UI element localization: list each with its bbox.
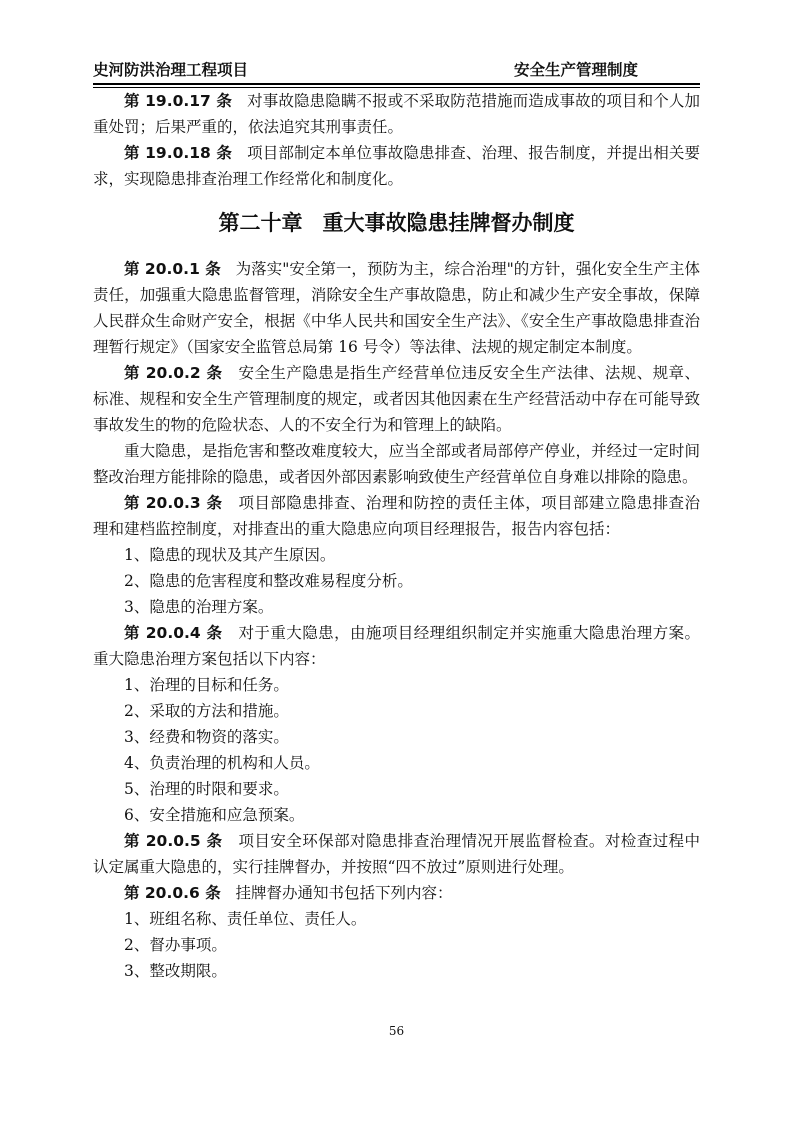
header-document-title: 安全生产管理制度 (514, 61, 639, 79)
article-text: 对于重大隐患，由施项目经理组织制定并实施重大隐患治理方案。重大隐患治理方案包括以下内容： (93, 624, 700, 668)
chapter-heading (93, 208, 700, 238)
chapter-title: 重大事故隐患挂牌督办制度 (322, 211, 575, 235)
article-label: 第 20.0.2 条 (124, 364, 223, 382)
list-item: 3、经费和物资的落实。 (124, 728, 289, 746)
list-item: 6、安全措施和应急预案。 (124, 806, 305, 824)
list-item: 2、督办事项。 (124, 936, 227, 954)
list-item: 2、隐患的危害程度和整改难易程度分析。 (124, 572, 413, 590)
header-rule (93, 83, 700, 85)
page-number: 56 (388, 1024, 405, 1038)
article-label: 第 19.0.17 条 (124, 92, 232, 110)
article-20-0-3 (93, 490, 700, 542)
article-text: 挂牌督办通知书包括下列内容： (235, 884, 453, 902)
list-item: 5、治理的时限和要求。 (124, 780, 289, 798)
chapter-number: 第二十章 (218, 211, 303, 235)
page-body (93, 88, 700, 984)
article-text: 项目部隐患排查、治理和防控的责任主体，项目部建立隐患排查治理和建档监控制度，对排查出的重大隐患应向项目经理报告，报告内容包括： (93, 494, 700, 538)
article-label: 第 20.0.1 条 (124, 260, 221, 278)
article-text: 项目安全环保部对隐患排查治理情况开展监督检查。对检查过程中认定属重大隐患的，实行挂牌督办，并按照“四不放过”原则进行处理。 (93, 832, 700, 876)
list-item: 4、负责治理的机构和人员。 (124, 754, 320, 772)
list-item: 1、隐患的现状及其产生原因。 (124, 546, 336, 564)
list-item: 3、整改期限。 (124, 962, 227, 980)
article-label: 第 20.0.6 条 (124, 884, 221, 902)
page-header (93, 58, 700, 82)
article-20-0-6 (93, 880, 700, 906)
article-19-0-17 (93, 88, 700, 140)
list-item: 2、采取的方法和措施。 (124, 702, 289, 720)
header-project-title: 史河防洪治理工程项目 (93, 61, 249, 79)
list-item: 1、治理的目标和任务。 (124, 676, 289, 694)
article-20-0-2 (93, 360, 700, 438)
article-text: 安全生产隐患是指生产经营单位违反安全生产法律、法规、规章、标准、规程和安全生产管理制度的规定，或者因其他因素在生产经营活动中存在可能导致事故发生的物的危险状态、人的不安全行为和管理上的缺陷。 (93, 364, 700, 434)
article-text: 为落实"安全第一，预防为主，综合治理"的方针，强化安全生产主体责任，加强重大隐患监督管理，消除安全生产事故隐患，防止和减少生产安全事故，保障人民群众生命财产安全，根据《中华人民共和国安全生产法》、《安全生产事故隐患排查治理暂行规定》（国家安全监管总局第 16 号令）等法律、法规的规定制定本制度。 (93, 260, 700, 356)
list-item: 1、班组名称、责任单位、责任人。 (124, 910, 367, 928)
article-text: 对事故隐患隐瞒不报或不采取防范措施而造成事故的项目和个人加重处罚；后果严重的，依法追究其刑事责任。 (93, 92, 701, 136)
article-19-0-18 (93, 140, 700, 192)
article-text: 项目部制定本单位事故隐患排查、治理、报告制度，并提出相关要求，实现隐患排查治理工作经常化和制度化。 (93, 144, 701, 188)
article-20-0-5 (93, 828, 700, 880)
article-label: 第 20.0.5 条 (124, 832, 223, 850)
list-item: 3、隐患的治理方案。 (124, 598, 274, 616)
article-20-0-1 (93, 256, 700, 360)
article-label: 第 19.0.18 条 (124, 144, 232, 162)
paragraph-major-hazard: 重大隐患，是指危害和整改难度较大，应当全部或者局部停产停业，并经过一定时间整改治理方能排除的隐患，或者因外部因素影响致使生产经营单位自身难以排除的隐患。 (93, 442, 700, 486)
article-label: 第 20.0.3 条 (124, 494, 223, 512)
article-label: 第 20.0.4 条 (124, 624, 223, 642)
article-20-0-4 (93, 620, 700, 672)
